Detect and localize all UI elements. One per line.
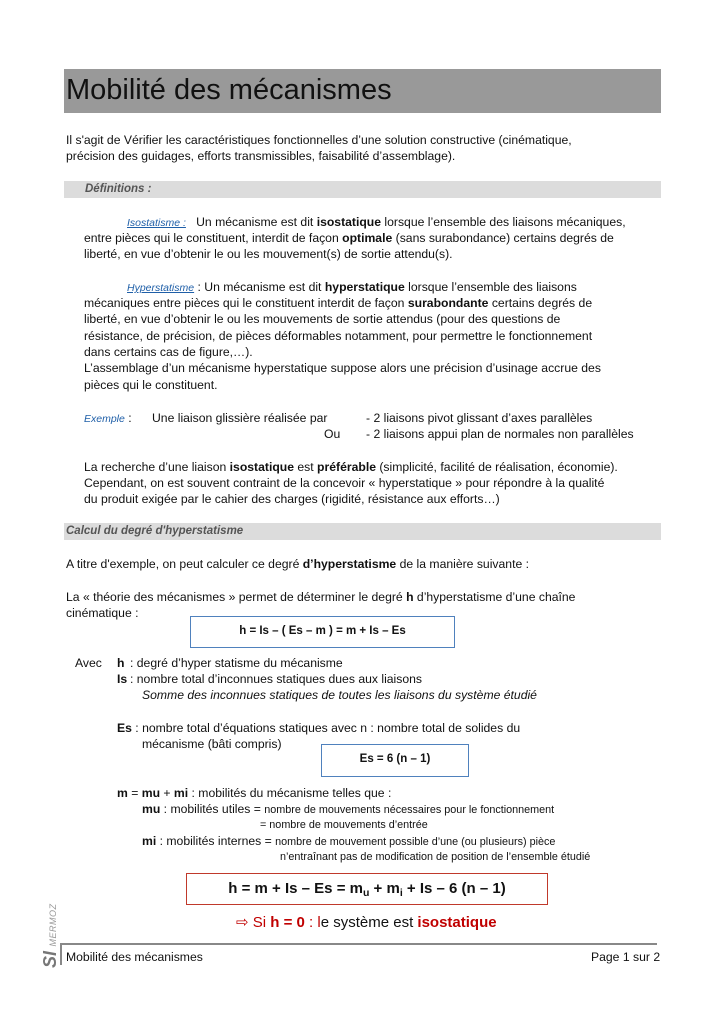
hyperstatisme-line-5: dans certains cas de figure,…). xyxy=(84,345,253,359)
is-definition: : nombre total d’inconnues statiques dues aux liaisons xyxy=(130,672,423,686)
hyperstatisme-line-4: résistance, de précision, de pièces déformables notamment, pour permettre le fonctionnement xyxy=(84,329,593,343)
isostatisme-line-3: liberté, en vue d’obtenir le ou les mouvement(s) de sortie attendu(s). xyxy=(84,247,453,261)
is-symbol: Is xyxy=(117,672,128,686)
arrow-right-icon: ⇨ xyxy=(236,914,249,931)
intro-line-1: Il s'agit de Vérifier les caractéristiques fonctionnelles d’une solution constructive (cinématique, xyxy=(66,133,572,147)
intro-line-2: précision des guidages, efforts transmissibles, faisabilité d’assemblage). xyxy=(66,149,456,163)
theorie-line-1: La « théorie des mécanismes » permet de déterminer le degré h d’hyperstatisme d’une chaîne xyxy=(66,590,576,604)
recherche-line-1: La recherche d’une liaison isostatique est préférable (simplicité, facilité de réalisation, économie). xyxy=(84,460,618,474)
logo xyxy=(40,893,60,968)
hyperstatisme-term: Hyperstatisme xyxy=(127,282,195,294)
hyperstatisme-line-1: Hyperstatisme : Un mécanisme est dit hyperstatique lorsque l’ensemble des liaisons xyxy=(127,280,577,294)
hyperstatisme-line-3: liberté, en vue d’obtenir le ou les mouvements de sortie attendus (pour des questions de xyxy=(84,312,561,326)
definitions-bar xyxy=(64,181,661,198)
recherche-line-2: Cependant, on est souvent contraint de la concevoir « hyperstatique » pour répondre à la qualité xyxy=(84,476,605,490)
m-line: m = mu + mi : mobilités du mécanisme telles que : xyxy=(117,786,392,800)
footer-page-number: Page 1 sur 2 xyxy=(591,950,661,964)
isostatisme-line-2: entre pièces qui le constituent, interdit de façon optimale (sans surabondance) certains degrés de xyxy=(84,231,614,245)
footer-rule xyxy=(62,943,657,945)
exemple-right-2: - 2 liaisons appui plan de normales non parallèles xyxy=(366,427,634,441)
mi-note-2: n’entraînant pas de modification de position de l’ensemble étudié xyxy=(280,851,591,863)
h-definition: : degré d’hyper statisme du mécanisme xyxy=(130,656,343,670)
logo-mermoz: MERMOZ xyxy=(48,903,58,947)
avec-label: Avec xyxy=(75,656,102,670)
is-note: Somme des inconnues statiques de toutes les liaisons du système étudié xyxy=(142,688,537,702)
hyperstatisme-line-2: mécaniques entre pièces qui le constituent interdit de façon surabondante certains degrés de xyxy=(84,296,593,310)
isostatisme-term: Isostatisme : xyxy=(127,217,186,229)
h-symbol: h xyxy=(117,656,125,670)
conclusion: ⇨ Si h = 0 : le système est isostatique xyxy=(236,914,497,931)
exemple-label: Exemple xyxy=(84,413,125,425)
mi-line: mi : mobilités internes = nombre de mouvement possible d’une (ou plusieurs) pièce xyxy=(142,834,556,848)
calcul-heading: Calcul du degré d'hyperstatisme xyxy=(66,525,244,537)
exemple-left: Une liaison glissière réalisée par xyxy=(152,411,328,425)
main-formula: $h = m + Is - Es = m_u + m_i + Is - 6$ (n – 1) xyxy=(228,880,506,899)
page-title: Mobilité des mécanismes xyxy=(66,74,392,106)
es-line-1: Es : nombre total d’équations statiques avec n : nombre total de solides du xyxy=(117,721,521,735)
recherche-line-3: du produit exigée par le cahier des charges (rigidité, résistance aux efforts…) xyxy=(84,492,500,506)
exemple-ou: Ou xyxy=(324,427,341,441)
es-line-2: mécanisme (bâti compris) xyxy=(142,737,282,751)
isostatisme-line-1: Isostatisme : Un mécanisme est dit isostatique lorsque l’ensemble des liaisons mécaniques, xyxy=(127,215,626,229)
footer-title: Mobilité des mécanismes xyxy=(66,950,203,964)
hyperstatisme-line-7: pièces qui le constituent. xyxy=(84,378,218,392)
footer-rule-left xyxy=(60,943,62,965)
exemple-label-row: Exemple : xyxy=(84,411,132,425)
calcul-intro: A titre d'exemple, on peut calculer ce degré d’hyperstatisme de la manière suivante : xyxy=(66,557,530,571)
hyperstatisme-line-6: L’assemblage d’un mécanisme hyperstatique suppose alors une précision d’usinage accrue des xyxy=(84,361,601,375)
logo-si: SI xyxy=(40,950,60,968)
definitions-heading: Définitions : xyxy=(85,183,152,195)
formula-1: h = Is – ( Es – m ) = m + Is – Es xyxy=(239,625,406,637)
theorie-line-2: cinématique : xyxy=(66,606,139,620)
exemple-right-1: - 2 liaisons pivot glissant d’axes parallèles xyxy=(366,411,593,425)
formula-2: Es = 6 (n – 1) xyxy=(359,753,431,765)
mu-note-2: = nombre de mouvements d’entrée xyxy=(260,819,428,831)
mu-line: mu : mobilités utiles = nombre de mouvements nécessaires pour le fonctionnement xyxy=(142,802,555,816)
